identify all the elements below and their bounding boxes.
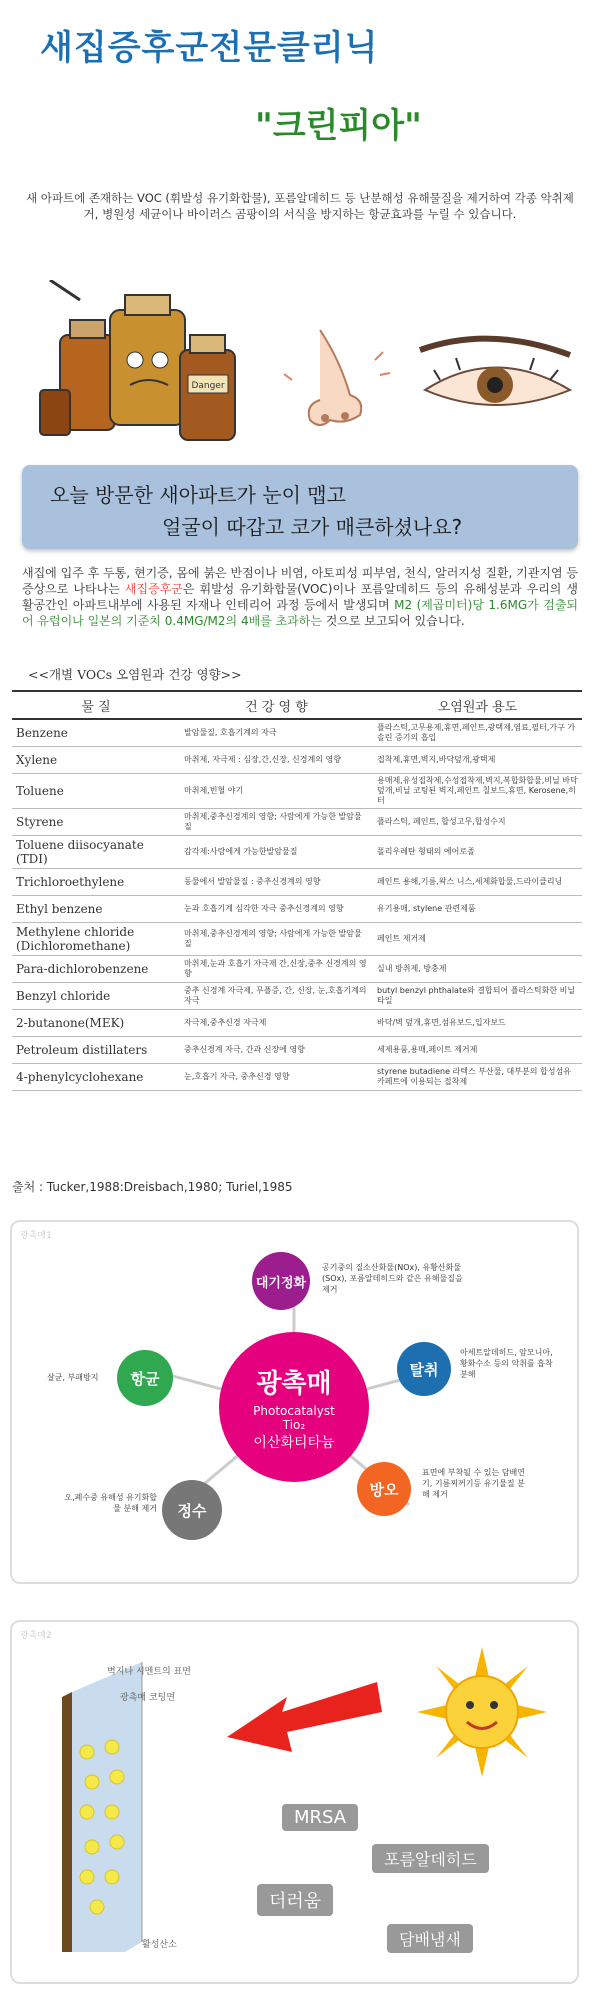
sick-house-description [22, 565, 578, 629]
table-row [12, 1063, 582, 1090]
photocatalyst-mechanism-diagram [10, 1620, 579, 1984]
node-air-label: 대기정화 [255, 1275, 307, 1291]
center-title: 광촉매 [256, 1368, 332, 1399]
photocatalyst-diagram [10, 1220, 579, 1584]
page-title: 새집증후군전문클리닉 [40, 28, 379, 68]
source-cell: 폴리우레탄 형태의 에어로졸 [373, 835, 582, 868]
source-cell: butyl benzyl phthalate와 결합되어 플라스틱화한 비닐타일 [373, 982, 582, 1009]
para-part-2: 은 휘발성 유기화합물(VOC)이나 포름알데히드 등의 유해성분과 우리의 생활공간인 아파트내부에 사용된 자재나 인테리어 과정 등에서 발생되며 [22, 582, 578, 612]
substance-cell: Styrene [12, 808, 180, 835]
col-source-use: 오염원과 용도 [373, 691, 582, 719]
node-stain-text: 표면에 부착될 수 있는 담배연기, 기름찌꺼기등 유기물질 분해 제거 [422, 1468, 525, 1499]
health-effect-cell: 마취제, 자극제 : 심장,간,신장, 신경계의 영향 [180, 746, 373, 773]
node-air-purify [252, 1252, 310, 1310]
source-cell: 플라스틱,고무용제,휴면,페인트,광택제,염료,필터,가구 가솔린 증기의 흡입 [373, 719, 582, 746]
col-substance: 물 질 [12, 691, 180, 719]
node-water-label: 정수 [177, 1501, 207, 1520]
source-cell: 실내 방취제, 방충제 [373, 955, 582, 982]
center-formula: Tio₂ [282, 1417, 306, 1432]
node-water-text: 오,폐수중 유해성 유기화합물 분해 제거 [64, 1493, 157, 1513]
node-deodor-label: 탈취 [409, 1360, 439, 1379]
health-effect-cell: 자극제,중추신경 자극제 [180, 1009, 373, 1036]
health-effect-cell: 눈,호흡기 자극, 중추신경 영향 [180, 1063, 373, 1090]
pollutant-mrsa: MRSA [282, 1804, 358, 1831]
banner-line-2: 얼굴이 따갑고 코가 매큰하셨나요? [162, 515, 463, 539]
node-antibac-text: 살균, 부패방지 [47, 1373, 99, 1382]
source-cell: 접착제,휴면,벽지,바닥덮개,광택제 [373, 746, 582, 773]
center-en: Photocatalyst [253, 1403, 335, 1418]
substance-cell: Xylene [12, 746, 180, 773]
source-cell: 페인트 용해,기름,왁스 니스,세제화합물,드라이클리닝 [373, 868, 582, 895]
health-effect-cell: 중추신경계 자극, 간과 신장에 영향 [180, 1036, 373, 1063]
brand-name: "크린피아" [255, 106, 422, 146]
source-cell: 바닥/벽 덮개,휴면,섬유보드,입자보드 [373, 1009, 582, 1036]
health-effect-cell: 마취제,중추신경계의 영향; 사람에게 가능한 발암물질 [180, 808, 373, 835]
table-row [12, 746, 582, 773]
health-effect-cell: 발암물질, 호흡기계의 자극 [180, 719, 373, 746]
table-row [12, 982, 582, 1009]
substance-cell: Trichloroethylene [12, 868, 180, 895]
source-cell: 세제용품,용매,페이트 제거제 [373, 1036, 582, 1063]
node-air-text: 공기중의 질소산화물(NOx), 유황산화물(SOx), 포름알데히드와 같은 유해물질을 제거 [322, 1263, 463, 1294]
center-kr: 이산화티타늄 [253, 1434, 335, 1451]
substance-cell: Toluene diisocyanate (TDI) [12, 835, 180, 868]
irritated-eye-illustration [410, 325, 580, 435]
health-effect-cell: 감각제:사람에게 가능한발암물질 [180, 835, 373, 868]
node-antifouling [357, 1462, 411, 1516]
health-effect-cell: 눈과 호흡기계 심각한 자극 중추신경계의 영향 [180, 895, 373, 922]
wall-surface-label: 벽지나 시멘트의 표면 [107, 1667, 191, 1677]
table-row [12, 868, 582, 895]
pollutant-formaldehyde: 포름알데히드 [372, 1844, 489, 1873]
table-row [12, 719, 582, 746]
source-cell: 페인트 제거제 [373, 922, 582, 955]
para-green: M2 (제곱미터)당 1.6MG가 검출되어 유럽이나 일본의 기준치 0.4MG/M2의 4배를 초과하는 [22, 598, 578, 628]
table-row [12, 1009, 582, 1036]
substance-cell: Benzene [12, 719, 180, 746]
health-effect-cell: 마취제,빈혈 야기 [180, 773, 373, 808]
source-cell: 용매제,유성접착제,수성접착제,벽지,복합화합물,비닐 바닥덮개,비닐 코팅된 벽지,페인트 칠보드,휴면, Kerosene,히터 [373, 773, 582, 808]
node-water-purify [162, 1480, 222, 1540]
pollutant-cigarette-smell: 담배냄새 [387, 1924, 473, 1953]
health-effect-cell: 동물에서 발암물질 : 중추신경계의 영향 [180, 868, 373, 895]
table-row [12, 895, 582, 922]
table-row [12, 835, 582, 868]
diagram-2-label: 광촉매2 [20, 1631, 52, 1641]
question-banner [22, 465, 578, 549]
center-circle [219, 1332, 369, 1482]
para-highlight: 새집증후군 [124, 582, 183, 596]
chemical-bottles-illustration [20, 280, 250, 450]
table-row [12, 955, 582, 982]
col-health-effect: 건 강 영 향 [180, 691, 373, 719]
source-cell: styrene butadiene 라텍스 부산물, 대부분의 합성섬유 카페트에 이용되는 접착제 [373, 1063, 582, 1090]
node-stain-label: 방오 [369, 1480, 399, 1499]
health-effect-cell: 마취제,중추신경계의 영향; 사람에게 가능한 발암물질 [180, 922, 373, 955]
pollutant-dirt: 더러움 [257, 1884, 333, 1916]
substance-cell: 2-butanone(MEK) [12, 1009, 180, 1036]
sun-icon [417, 1647, 547, 1777]
substance-cell: Para-dichlorobenzene [12, 955, 180, 982]
substance-cell: Benzyl chloride [12, 982, 180, 1009]
diagram-1-label: 광촉매1 [20, 1231, 52, 1241]
voc-table-title: <<개별 VOCs 오염원과 건강 영향>> [28, 667, 242, 682]
substance-cell: Petroleum distillaters [12, 1036, 180, 1063]
uv-label: 자외선 [285, 1679, 330, 1707]
para-part-3: 것으로 보고되어 있습니다. [321, 614, 465, 628]
node-antibacterial [117, 1350, 173, 1406]
health-effect-cell: 중추 신경계 자극제, 무플증, 간, 신장, 눈,호흡기계의 자극 [180, 982, 373, 1009]
health-effect-cell: 마취제,눈과 호흡기 자극제 간,신장,중추 신경계의 영향 [180, 955, 373, 982]
node-deodorize [397, 1342, 451, 1396]
coating-label: 광촉매 코팅면 [120, 1693, 176, 1703]
intro-text: 새 아파트에 존재하는 VOC (휘발성 유기화합물), 포름알데히드 등 난분해성 유해물질을 제거하여 각종 악취제거, 병원성 세균이나 바이러스 곰팡이의 서식을 방지하는 항균효과를 누릴 수 있습니다. [26, 191, 574, 221]
source-cell: 유기용매, stylene 관련제품 [373, 895, 582, 922]
voc-table [12, 690, 582, 1091]
node-antibac-label: 항균 [130, 1369, 160, 1388]
danger-label: Danger [191, 381, 225, 391]
active-oxygen-label: 활성산소 [142, 1940, 177, 1950]
source-note: 출처 : Tucker,1988:Dreisbach,1980; Turiel,1985 [12, 1180, 293, 1194]
source-cell: 플라스틱, 페인트, 합성고무,합성수지 [373, 808, 582, 835]
node-deodor-text: 아세트알데히드, 암모니아, 황화수소 등의 악취를 흡착 분해 [460, 1348, 553, 1379]
para-part-1: 새집에 입주 후 두통, 현기증, 몸에 붉은 반점이나 비염, 아토피성 피부염, 천식, 알러지성 질환, 기관지염 등 증상으로 나타나는 [22, 566, 578, 596]
substance-cell: Ethyl benzene [12, 895, 180, 922]
table-row [12, 1036, 582, 1063]
table-row [12, 922, 582, 955]
irritated-nose-illustration [280, 320, 400, 440]
banner-line-1: 오늘 방문한 새아파트가 눈이 맵고 [50, 483, 346, 507]
substance-cell: 4-phenylcyclohexane [12, 1063, 180, 1090]
table-row [12, 808, 582, 835]
substance-cell: Methylene chloride (Dichloromethane) [12, 922, 180, 955]
substance-cell: Toluene [12, 773, 180, 808]
table-row [12, 773, 582, 808]
